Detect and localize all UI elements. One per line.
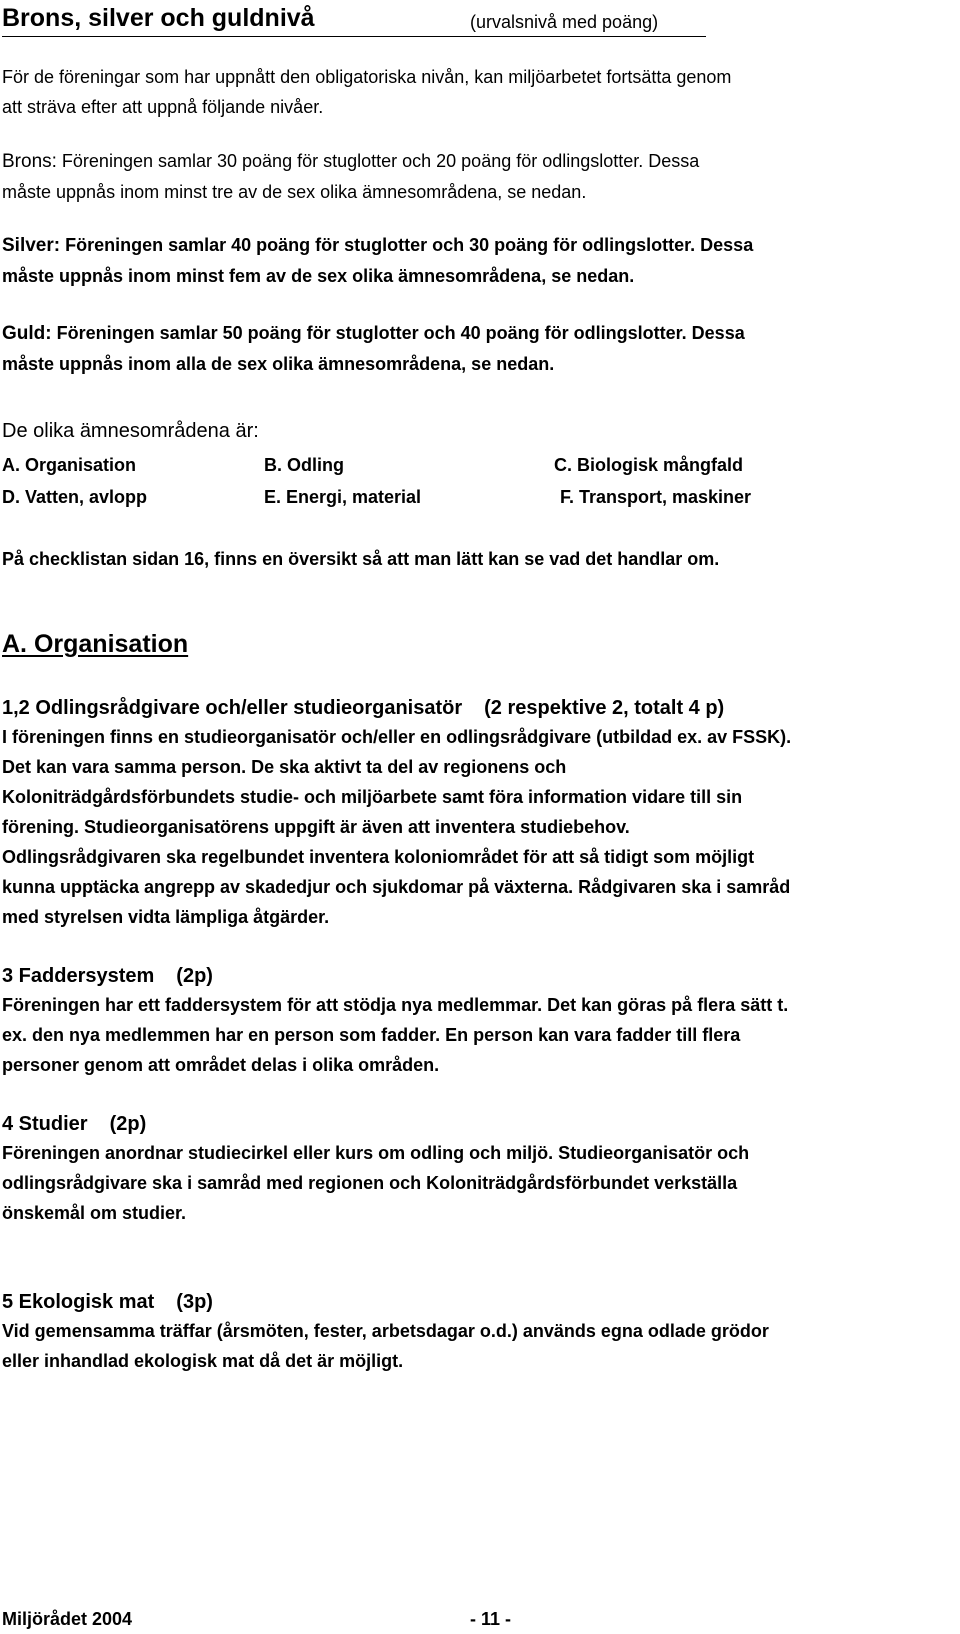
item-heading-text: 5 Ekologisk mat <box>2 1291 155 1313</box>
level-label: Silver: <box>2 235 61 256</box>
item-line: önskemål om studier. <box>2 1203 187 1223</box>
item-points: (2p) <box>109 1113 147 1135</box>
item-line: Koloniträdgårdsförbundets studie- och miljöarbete samt föra information vidare till sin <box>2 787 743 807</box>
level-text: Föreningen samlar 40 poäng för stuglotter och 30 poäng för odlingslotter. Dessa <box>60 235 754 255</box>
level-label: Guld: <box>2 323 52 344</box>
item-line: odlingsrådgivare ska i samråd med regionen och Koloniträdgårdsförbundet verkställa <box>2 1173 738 1193</box>
item-body <box>2 1316 952 1376</box>
page-title: Brons, silver och guldnivå <box>2 4 315 32</box>
level-text: måste uppnås inom alla de sex olika ämnesområdena, se nedan. <box>2 354 555 374</box>
item-heading <box>2 694 724 722</box>
intro-paragraph <box>2 62 952 122</box>
areas-heading: De olika ämnesområdena är: <box>2 420 259 442</box>
item-line: I föreningen finns en studieorganisatör och/eller en odlingsrådgivare (utbildad ex. av FSSK). <box>2 727 792 747</box>
item-line: Det kan vara samma person. De ska aktivt ta del av regionens och <box>2 757 567 777</box>
checklist-note <box>2 544 952 574</box>
item-heading <box>2 962 213 990</box>
item-line: Föreningen har ett faddersystem för att stödja nya medlemmar. Det kan göras på flera sätt t. <box>2 995 789 1015</box>
item-line: ex. den nya medlemmen har en person som fadder. En person kan vara fadder till flera <box>2 1025 741 1045</box>
item-points: (3p) <box>176 1291 213 1313</box>
area-item: C. Biologisk mångfald <box>554 455 744 475</box>
item-line: personer genom att området delas i olika områden. <box>2 1055 440 1075</box>
level-guld <box>2 318 952 379</box>
item-line: eller inhandlad ekologisk mat då det är möjligt. <box>2 1351 404 1371</box>
item-line: Odlingsrådgivaren ska regelbundet inventera koloniområdet för att så tidigt som möjligt <box>2 847 755 867</box>
item-line: kunna upptäcka angrepp av skadedjur och sjukdomar på växterna. Rådgivaren ska i samråd <box>2 877 791 897</box>
level-silver <box>2 230 952 291</box>
page-number: - 11 - <box>470 1609 512 1629</box>
item-line: med styrelsen vidta lämpliga åtgärder. <box>2 907 330 927</box>
level-text: Föreningen samlar 50 poäng för stuglotter och 40 poäng för odlingslotter. Dessa <box>51 323 745 343</box>
area-item: D. Vatten, avlopp <box>2 487 148 507</box>
level-text: måste uppnås inom minst fem av de sex olika ämnesområdena, se nedan. <box>2 266 635 286</box>
intro-line-1: För de föreningar som har uppnått den obligatoriska nivån, kan miljöarbetet fortsätta genom <box>2 67 732 87</box>
item-heading <box>2 1110 146 1138</box>
footer-publisher: Miljörådet 2004 <box>2 1609 133 1629</box>
item-points: (2p) <box>176 965 213 987</box>
section-title: A. Organisation <box>2 630 189 658</box>
item-body <box>2 722 952 932</box>
item-body <box>2 1138 952 1228</box>
area-item: F. Transport, maskiner <box>560 487 752 507</box>
item-line: Vid gemensamma träffar (årsmöten, fester, arbetsdagar o.d.) används egna odlade grödor <box>2 1321 769 1341</box>
item-line: Föreningen anordnar studiecirkel eller kurs om odling och miljö. Studieorganisatör och <box>2 1143 750 1163</box>
page-subtitle: (urvalsnivå med poäng) <box>470 12 659 32</box>
item-heading-text: 1,2 Odlingsrådgivare och/eller studieorganisatör <box>2 697 463 719</box>
checklist-note-text: På checklistan sidan 16, finns en översikt så att man lätt kan se vad det handlar om. <box>2 549 720 569</box>
item-heading <box>2 1288 213 1316</box>
item-heading-text: 4 Studier <box>2 1113 88 1135</box>
intro-line-2: att sträva efter att uppnå följande nivåer. <box>2 97 324 117</box>
item-line: förening. Studieorganisatörens uppgift är även att inventera studiebehov. <box>2 817 630 837</box>
item-body <box>2 990 952 1080</box>
title-row <box>2 2 706 37</box>
area-item: A. Organisation <box>2 455 137 475</box>
level-text: Föreningen samlar 30 poäng för stuglotter och 20 poäng för odlingslotter. Dessa <box>56 151 700 171</box>
level-text: måste uppnås inom minst tre av de sex olika ämnesområdena, se nedan. <box>2 182 587 202</box>
level-brons <box>2 146 952 207</box>
level-label: Brons: <box>2 151 57 172</box>
area-item: B. Odling <box>264 455 344 475</box>
item-heading-text: 3 Faddersystem <box>2 965 155 987</box>
area-item: E. Energi, material <box>264 487 422 507</box>
item-points: (2 respektive 2, totalt 4 p) <box>484 697 725 719</box>
